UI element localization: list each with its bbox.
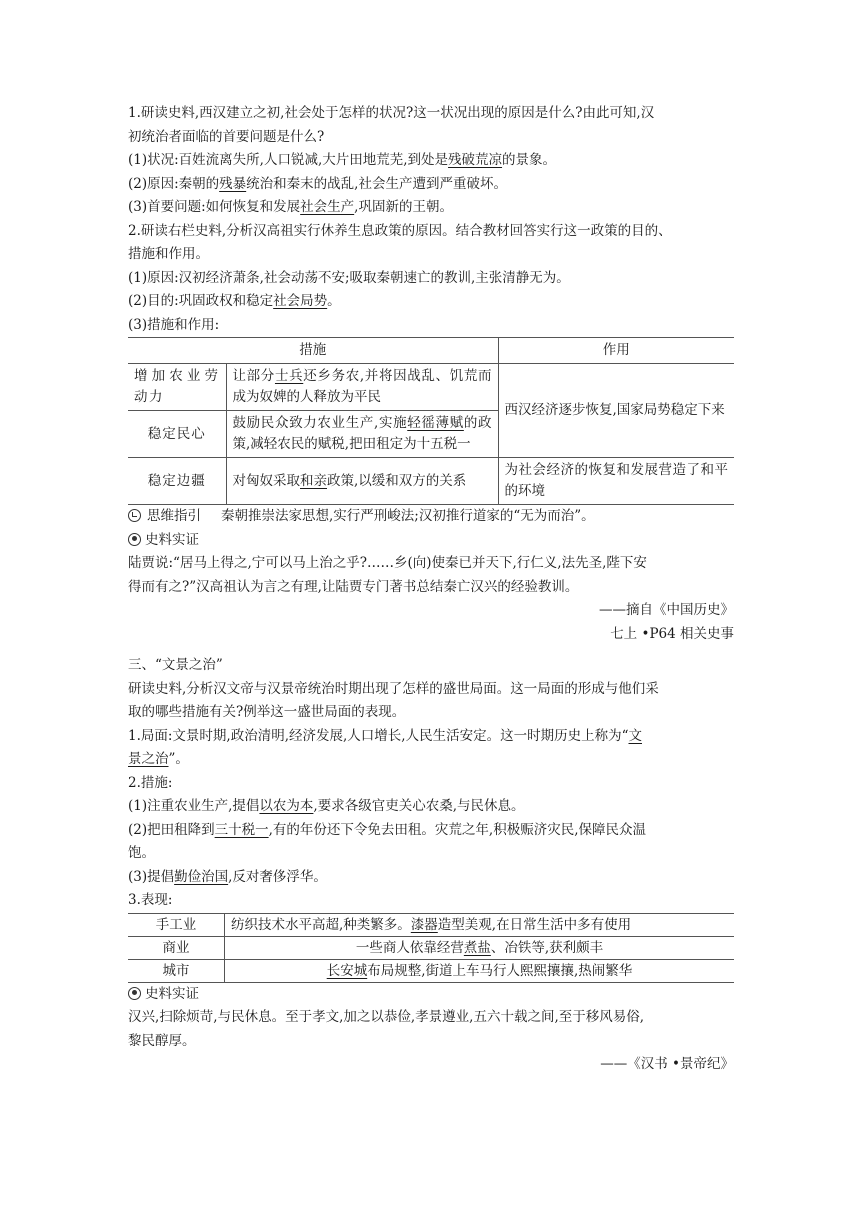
row-measure: 鼓励民众致力农业生产,实施轻徭薄赋的政策,减轻农民的赋税,把田租定为十五税一 — [226, 411, 498, 458]
fill-blank: 景之治 — [128, 751, 169, 767]
row-category: 增加农业劳动力 — [128, 364, 226, 411]
evidence-source: ——摘自《中国历史》 — [599, 602, 734, 618]
table-row — [128, 364, 734, 411]
row-category: 稳定边疆 — [128, 458, 226, 505]
tip-label: 思维指引 — [147, 508, 201, 524]
fill-blank: 勤俭治国 — [174, 868, 229, 885]
measure-1: (1)注重农业生产,提倡以农为本,要求各级官吏关心农桑,与民休息。 — [128, 798, 525, 814]
fill-blank: 残破荒凉 — [448, 152, 503, 168]
table-row — [128, 959, 734, 982]
row-category: 商业 — [128, 936, 225, 959]
q2-answer1: (1)原因:汉初经济萧条,社会动荡不安;吸取秦朝速亡的教训,主张清静无为。 — [128, 269, 570, 286]
thinking-icon — [128, 509, 141, 522]
header-measure: 措施 — [128, 338, 498, 364]
row-effect: 西汉经济逐步恢复,国家局势稳定下来 — [498, 364, 734, 458]
q2-line1: 2.研读右栏史料,分析汉高祖实行休养生息政策的原因。结合教材回答实行这一政策的目的、 — [128, 222, 672, 239]
document-page — [128, 102, 734, 1077]
row-measure: 让部分士兵还乡务农,并将因战乱、饥荒而成为奴婢的人释放为平民 — [226, 364, 498, 411]
section-question-line2: 取的哪些措施有关?例举这一盛世局面的表现。 — [128, 704, 406, 720]
fill-blank: 长安城 — [326, 962, 368, 979]
tip-text: 秦朝推崇法家思想,实行严刑峻法;汉初推行道家的“无为而治”。 — [221, 508, 595, 524]
evidence2-line2: 黎民醇厚。 — [128, 1032, 196, 1049]
table-row — [128, 458, 734, 505]
evidence2-heading: 史料实证 — [128, 983, 734, 1007]
fill-blank: 和亲 — [300, 472, 327, 489]
evidence-heading: 史料实证 — [128, 529, 734, 553]
row-content: 一些商人依靠经营煮盐、冶铁等,获利颇丰 — [225, 936, 735, 959]
q1-line2: 初统治者面临的首要问题是什么? — [128, 128, 325, 145]
section-answer2: 2.措施: — [128, 774, 173, 791]
row-measure: 对匈奴采取和亲政策,以缓和双方的关系 — [226, 458, 498, 505]
thinking-tip — [128, 505, 734, 529]
fill-blank: 三十税一 — [214, 821, 269, 838]
q2-answer3: (3)措施和作用: — [128, 316, 220, 333]
q1-answer2: (2)原因:秦朝的残暴统治和秦末的战乱,社会生产遭到严重破坏。 — [128, 175, 507, 192]
measure-2: (2)把田租降到三十税一,有的年份还下令免去田租。灾荒之年,积极赈济灾民,保障民众温 — [128, 821, 646, 838]
fill-blank: 轻徭薄赋 — [407, 415, 464, 431]
row-content: 纺织技术水平高超,种类繁多。漆器造型美观,在日常生活中多有使用 — [225, 913, 735, 936]
fill-blank: 煮盐 — [463, 939, 491, 956]
evidence-line1: 陆贾说:“居马上得之,宁可以马上治之乎?……乡(向)使秦已并天下,行仁义,法先圣,陛下安 — [128, 555, 647, 571]
row-category: 城市 — [128, 959, 225, 982]
section-answer1: 1.局面:文景时期,政治清明,经济发展,人口增长,人民生活安定。这一时期历史上称为“文 — [128, 727, 642, 744]
q1-line1: 1.研读史料,西汉建立之初,社会处于怎样的状况?这一状况出现的原因是什么?由此可知,汉 — [128, 105, 655, 121]
table-row — [128, 936, 734, 959]
row-content: 长安城布局规整,街道上车马行人熙熙攘攘,热闹繁华 — [225, 959, 735, 982]
fill-blank: 漆器 — [410, 916, 438, 933]
fill-blank: 社会生产 — [300, 199, 355, 215]
row-effect: 为社会经济的恢复和发展营造了和平的环境 — [498, 458, 734, 505]
q2-answer2: (2)目的:巩固政权和稳定社会局势。 — [128, 293, 341, 309]
fill-blank: 文 — [628, 727, 642, 744]
q1-answer1: (1)状况:百姓流离失所,人口锐减,大片田地荒芜,到处是残破荒凉的景象。 — [128, 152, 557, 168]
section-answer3: 3.表现: — [128, 892, 173, 908]
bullet-icon — [128, 987, 141, 1000]
evidence-line2: 得而有之?”汉高祖认为言之有理,让陆贾专门著书总结秦亡汉兴的经验教训。 — [128, 578, 579, 595]
evidence-ref: 七上 •P64 相关史事 — [610, 625, 734, 642]
fill-blank: 社会局势 — [273, 293, 328, 309]
row-category: 稳定民心 — [128, 411, 226, 458]
bullet-icon — [128, 533, 141, 546]
q1-answer3: (3)首要问题:如何恢复和发展社会生产,巩固新的王朝。 — [128, 199, 453, 215]
evidence2-source: ——《汉书 •景帝纪》 — [600, 1056, 734, 1072]
section-title: 三、“文景之治” — [128, 657, 223, 673]
table-row — [128, 913, 734, 936]
row-category: 手工业 — [128, 913, 225, 936]
fill-blank: 以农为本 — [259, 798, 314, 814]
section-answer1-cont: 景之治”。 — [128, 751, 189, 767]
fill-blank: 士兵 — [274, 368, 304, 384]
evidence2-line1: 汉兴,扫除烦苛,与民休息。至于孝文,加之以恭俭,孝景遵业,五六十载之间,至于移风易俗, — [128, 1009, 645, 1025]
table-header-row — [128, 338, 734, 364]
fill-blank: 残暴 — [219, 175, 247, 192]
q2-line2: 措施和作用。 — [128, 246, 209, 262]
section-question-line1: 研读史料,分析汉文帝与汉景帝统治时期出现了怎样的盛世局面。这一局面的形成与他们采 — [128, 680, 659, 697]
measures-table — [128, 337, 734, 505]
measure-2-cont: 饱。 — [128, 845, 155, 861]
measure-3: (3)提倡勤俭治国,反对奢侈浮华。 — [128, 868, 327, 885]
header-effect: 作用 — [498, 338, 734, 364]
performance-table — [128, 913, 734, 983]
